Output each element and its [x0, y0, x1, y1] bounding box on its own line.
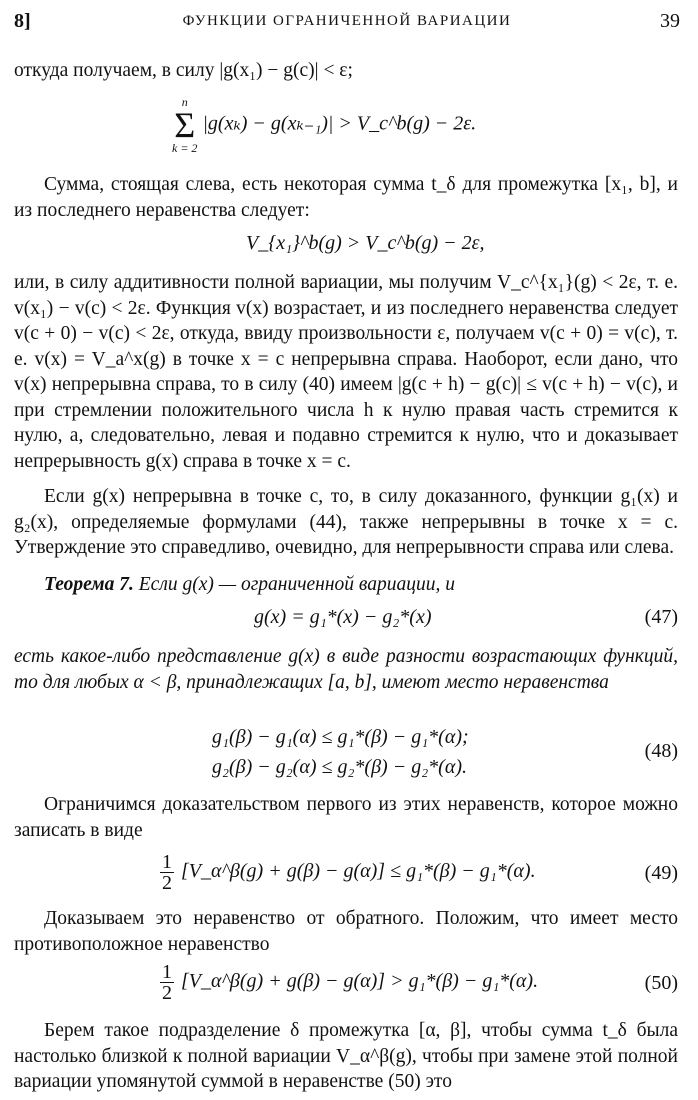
paragraph-1: откуда получаем, в силу |g(x₁) − g(c)| < ε; [14, 60, 353, 81]
equation-47 [14, 606, 678, 634]
equation-48b: g₂(β) − g₂(α) ≤ g₂*(β) − g₂*(α). [212, 756, 467, 778]
equation-variation-body: V_{x₁}^b(g) > V_c^b(g) − 2ε, [246, 232, 485, 254]
paragraph-7: Берем такое подразделение δ промежутка [α, β], чтобы сумма t_δ была настолько близкой к полной вариации V_α^β(g), чтобы при замене этой полной вариации упомянутой суммой в неравенстве (50) это [14, 1020, 678, 1092]
theorem-label: Теорема 7. [44, 574, 134, 595]
equation-50 [14, 962, 678, 1006]
paragraph-2: Сумма, стоящая слева, есть некоторая сумма t_δ для промежутка [x₁, b], и из последнего неравенства следует: [14, 174, 678, 221]
sum-lower-limit: k = 2 [172, 141, 198, 156]
sum-symbol: n Σ k = 2 [172, 95, 198, 156]
page-number: 39 [660, 10, 680, 32]
fraction-one-half: $\frac{1}{2}$ [162, 851, 172, 894]
equation-48-number: (48) [644, 740, 678, 762]
equation-49 [14, 852, 678, 896]
paragraph-6: Доказываем это неравенство от обратного. Положим, что имеет место противоположное неравенство [14, 908, 678, 955]
equation-50-body: [V_α^β(g) + g(β) − g(α)] > g₁*(β) − g₁*(α). [181, 970, 539, 993]
section-number: 8] [14, 10, 31, 32]
equation-variation [14, 232, 678, 260]
paragraph-3: или, в силу аддитивности полной вариации, мы получим V_c^{x₁}(g) < 2ε, т. е. v(x₁) − v(c) < 2ε. Функция v(x) возрастает, и из последнего неравенства следует v(c + 0) − v(c) < 2ε, откуда, ввиду произвольности ε, получаем v(c + 0) = v(c), т. е. v(x) = V_a^x(g) в точке x = c непрерывна справа. Наоборот, если дано, что v(x) непрерывна справа, то в силу (40) имеем |g(c + h) − g(c)| ≤ v(c + h) − v(c), и при стремлении положительного числа h к нулю правая часть стремится к нулю, а, следовательно, левая и подавно стремится к нулю, что и доказывает непрерывность g(x) справа в точке x = c. [14, 272, 678, 472]
sum-upper-limit: n [181, 95, 188, 109]
paragraph-5: Ограничимся доказательством первого из этих неравенств, которое можно записать в виде [14, 794, 678, 841]
equation-49-number: (49) [644, 862, 678, 884]
equation-48a: g₁(β) − g₁(α) ≤ g₁*(β) − g₁*(α); [212, 726, 469, 748]
equation-50-number: (50) [644, 972, 678, 994]
running-title: ФУНКЦИИ ОГРАНИЧЕННОЙ ВАРИАЦИИ [182, 13, 512, 29]
fraction-one-half-2: $\frac{1}{2}$ [162, 961, 172, 1004]
paragraph-4: Если g(x) непрерывна в точке c, то, в силу доказанного, функции g₁(x) и g₂(x), определяемые формулами (44), также непрерывны в точке x = c. Утверждение это справедливо, очевидно, для непрерывности справа или слева. [14, 486, 678, 558]
theorem-7-continuation: есть какое-либо представление g(x) в виде разности возрастающих функций, то для любых α < β, принадлежащих [a, b], имеют место неравенства [14, 646, 678, 693]
theorem-text: Если g(x) — ограниченной вариации, и [138, 574, 455, 595]
equation-49-body: [V_α^β(g) + g(β) − g(α)] ≤ g₁*(β) − g₁*(α). [181, 860, 536, 883]
equation-48 [14, 726, 678, 786]
equation-sum [14, 96, 678, 160]
equation-sum-body: |g(xₖ) − g(xₖ₋₁)| > V_c^b(g) − 2ε. [202, 112, 477, 135]
theorem-7-statement [14, 572, 678, 598]
equation-47-number: (47) [644, 606, 678, 628]
equation-47-body: g(x) = g₁*(x) − g₂*(x) [254, 606, 432, 628]
page-header [14, 10, 680, 38]
